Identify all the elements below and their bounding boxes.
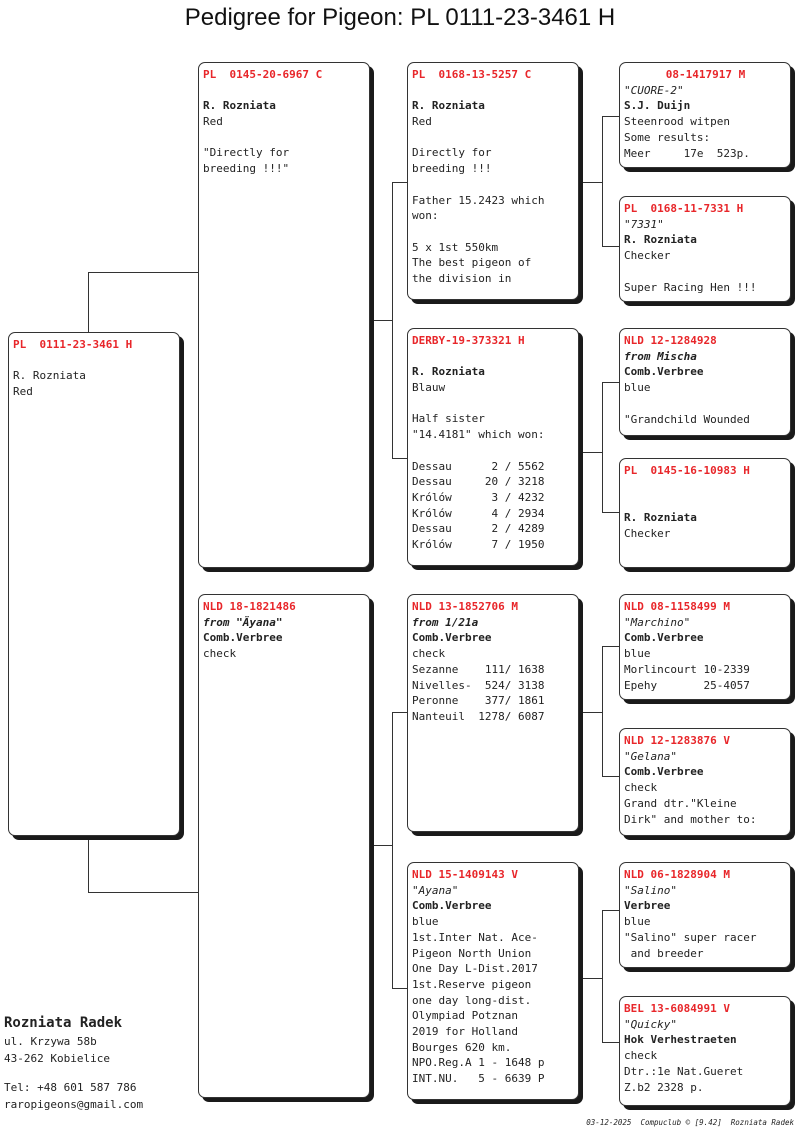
pigeon-info-line: check [624,781,658,795]
breeder-email: raropigeons@gmail.com [4,1098,144,1111]
pigeon-info-line: Super Racing Hen !!! [624,280,757,294]
pigeon-info-line: Nanteuil 1278/ 6087 [412,709,545,723]
connector-line [88,840,89,892]
pigeon-info-line: Pigeon North Union [412,946,532,960]
connector-line [602,910,603,1042]
pigeon-info-line [412,224,575,240]
pigeon-info-line: and breeder [624,946,704,960]
pigeon-info-line: breeding !!!" [203,162,290,176]
connector-line [392,712,393,988]
connector-line [580,182,602,183]
footer-credit: 03-12-2025 Compuclub © [9.42] Rozniata Radek [586,1118,794,1127]
pigeon-info-line: Comb.Verbree [624,765,704,779]
pigeon-info-line: Some results: [624,130,711,144]
pigeon-info-line [412,130,575,146]
pigeon-info-line: "7331" [624,217,664,231]
pigeon-info-line: 2019 for Holland [412,1025,518,1039]
ring-number: PL 0145-16-10983 H [624,464,750,477]
connector-line [392,712,408,713]
ring-number: NLD 18-1821486 [203,600,296,613]
pigeon-info-line: R. Rozniata [13,369,86,383]
pigeon-info-line: Nivelles- 524/ 3138 [412,678,545,692]
pigeon-info-line: "Salino" [624,883,677,897]
ring-number: PL 0168-11-7331 H [624,202,744,215]
pigeon-info-line: Sezanne 111/ 1638 [412,662,545,676]
breeder-street: ul. Krzywa 58b [4,1035,97,1048]
ring-number: NLD 12-1284928 [624,334,717,347]
pigeon-card-dss[interactable] [619,594,791,700]
spacer [412,349,575,365]
pigeon-info-line: Half sister [412,412,485,426]
pigeon-info-line: The best pigeon of [412,256,532,270]
connector-line [602,646,620,647]
ring-number: BEL 13-6084991 V [624,1002,730,1015]
breeder-city: 43-262 Kobielice [4,1052,110,1065]
spacer [13,353,176,369]
pigeon-info-line: Red [13,385,33,399]
pigeon-info-line: 5 x 1st 550km [412,240,499,254]
pigeon-info-line: Verbree [624,899,671,913]
pigeon-info-line: One Day L-Dist.2017 [412,962,538,976]
connector-line [392,988,408,989]
pigeon-info-line: Comb.Verbree [203,631,283,645]
pigeon-info-line: Steenrood witpen [624,115,730,129]
ring-number: NLD 06-1828904 M [624,868,730,881]
pigeon-info-line: R. Rozniata [624,511,697,525]
connector-line [602,382,620,383]
pigeon-info-line: check [624,1049,658,1063]
connector-line [602,382,603,512]
pigeon-info-line: R. Rozniata [412,365,485,379]
pigeon-info-line: Comb.Verbree [412,631,492,645]
pigeon-card-sire[interactable] [198,62,370,568]
ring-number: PL 0145-20-6967 C [203,68,323,81]
pigeon-info-line: Królów 7 / 1950 [412,538,545,552]
pigeon-info-line [412,443,575,459]
pigeon-info-line: Father 15.2423 which [412,193,545,207]
pigeon-card-sds[interactable] [619,328,791,436]
connector-line [392,458,408,459]
pigeon-info-line: "Ayana" [412,883,459,897]
pigeon-info-line: from "Äyana" [203,615,283,629]
connector-line [602,646,603,776]
pigeon-info-line: Dirk" and mother to: [624,812,757,826]
spacer [624,479,787,495]
pigeon-info-line: NPO.Reg.A 1 - 1648 p [412,1056,545,1070]
pigeon-info-line [624,396,787,412]
connector-line [392,182,408,183]
connector-line [88,272,89,332]
connector-line [602,1042,620,1043]
spacer [412,83,575,99]
pigeon-info-line: check [203,647,237,661]
pigeon-info-line: "Directly for [203,146,290,160]
connector-line [88,892,200,893]
pigeon-info-line: Olympiad Potznan [412,1009,518,1023]
pigeon-info-line: Checker [624,526,671,540]
pigeon-info-line: "CUORE-2" [624,83,684,97]
pigeon-info-line: "14.4181" which won: [412,428,545,442]
pigeon-info-line: Królów 3 / 4232 [412,490,545,504]
pigeon-info-line [624,264,787,280]
pigeon-info-line: "Salino" super racer [624,930,757,944]
ring-number: PL 0111-23-3461 H [13,338,133,351]
pigeon-info-line: from 1/21a [412,615,479,629]
connector-line [602,116,603,246]
pigeon-info-line: Red [412,115,432,129]
pigeon-info-line: Bourges 620 km. [412,1040,512,1054]
pigeon-info-line: from Mischa [624,349,697,363]
connector-line [580,712,602,713]
breeder-phone: Tel: +48 601 587 786 [4,1081,137,1094]
pigeon-info-line: Directly for [412,146,492,160]
ring-number: NLD 12-1283876 V [624,734,730,747]
page-title: Pedigree for Pigeon: PL 0111-23-3461 H [184,4,616,31]
pigeon-info-line: Hok Verhestraeten [624,1033,737,1047]
pigeon-info-line: breeding !!! [412,162,492,176]
pigeon-info-line: R. Rozniata [203,99,276,113]
connector-line [392,182,393,458]
pigeon-info-line: 1st.Inter Nat. Ace- [412,930,538,944]
pigeon-info-line: check [412,647,446,661]
ring-number: 08-1417917 M [665,68,746,81]
pigeon-info-line: "Gelana" [624,749,677,763]
pigeon-card-dam-dam[interactable] [407,862,579,1100]
pigeon-info-line [624,494,787,510]
pigeon-card-sss[interactable] [619,62,791,168]
pigeon-info-line [412,177,575,193]
pigeon-info-line: Grand dtr."Kleine [624,796,737,810]
pigeon-card-ssd[interactable] [619,196,791,302]
connector-line [88,272,200,273]
pigeon-info-line: Comb.Verbree [412,899,492,913]
pigeon-info-line: blue [624,647,651,661]
pigeon-info-line: Meer 17e 523p. [624,146,750,160]
connector-line [602,512,620,513]
connector-line [580,978,602,979]
pigeon-info-line: R. Rozniata [412,99,485,113]
pigeon-info-line: blue [624,381,651,395]
pigeon-info-line: Dessau 2 / 5562 [412,459,545,473]
pigeon-info-line: Peronne 377/ 1861 [412,694,545,708]
pigeon-info-line: Morlincourt 10-2339 [624,662,750,676]
pigeon-info-line [412,396,575,412]
connector-line [602,776,620,777]
pigeon-info-line: Red [203,115,223,129]
pigeon-info-line: "Quicky" [624,1017,677,1031]
pigeon-info-line: "Marchino" [624,615,691,629]
pigeon-info-line: Królów 4 / 2934 [412,506,545,520]
breeder-name: Rozniata Radek [4,1015,123,1031]
ring-number: DERBY-19-373321 H [412,334,525,347]
ring-number: NLD 15-1409143 V [412,868,518,881]
pigeon-info-line: Dessau 20 / 3218 [412,475,545,489]
pigeon-info-line: "Grandchild Wounded [624,412,750,426]
pigeon-card-sire-sire[interactable] [407,62,579,300]
connector-line [580,452,602,453]
pigeon-info-line [203,130,366,146]
ring-number: NLD 08-1158499 M [624,600,730,613]
ring-number: PL 0168-13-5257 C [412,68,532,81]
pigeon-info-line: the division in [412,272,512,286]
pigeon-info-line: won: [412,209,439,223]
pigeon-card-dam-sire[interactable] [407,594,579,832]
connector-line [370,845,392,846]
pigeon-card-sdd[interactable] [619,458,791,568]
pigeon-card-ddd[interactable] [619,996,791,1106]
pigeon-info-line: one day long-dist. [412,993,532,1007]
pigeon-info-line: INT.NU. 5 - 6639 P [412,1072,545,1086]
connector-line [602,910,620,911]
pigeon-card-sire-dam[interactable] [407,328,579,566]
pigeon-card-dds[interactable] [619,862,791,968]
pigeon-info-line: blue [624,915,651,929]
connector-line [602,116,620,117]
pigeon-info-line: Comb.Verbree [624,631,704,645]
pigeon-info-line: Comb.Verbree [624,365,704,379]
connector-line [602,246,620,247]
breeder-info [4,1013,143,1113]
pigeon-info-line: Checker [624,249,671,263]
pigeon-info-line: Z.b2 2328 p. [624,1080,704,1094]
connector-line [370,320,392,321]
spacer [203,83,366,99]
ring-number: NLD 13-1852706 M [412,600,518,613]
pigeon-info-line: blue [412,915,439,929]
pigeon-info-line: Epehy 25-4057 [624,678,750,692]
pigeon-card-dsd[interactable] [619,728,791,836]
pigeon-info-line: R. Rozniata [624,233,697,247]
pigeon-card-subject[interactable] [8,332,180,836]
pigeon-info-line: Dtr.:1e Nat.Gueret [624,1064,744,1078]
pigeon-card-dam[interactable] [198,594,370,1098]
pigeon-info-line: Dessau 2 / 4289 [412,522,545,536]
pigeon-info-line: S.J. Duijn [624,99,691,113]
pigeon-info-line: 1st.Reserve pigeon [412,977,532,991]
pigeon-info-line: Blauw [412,381,446,395]
